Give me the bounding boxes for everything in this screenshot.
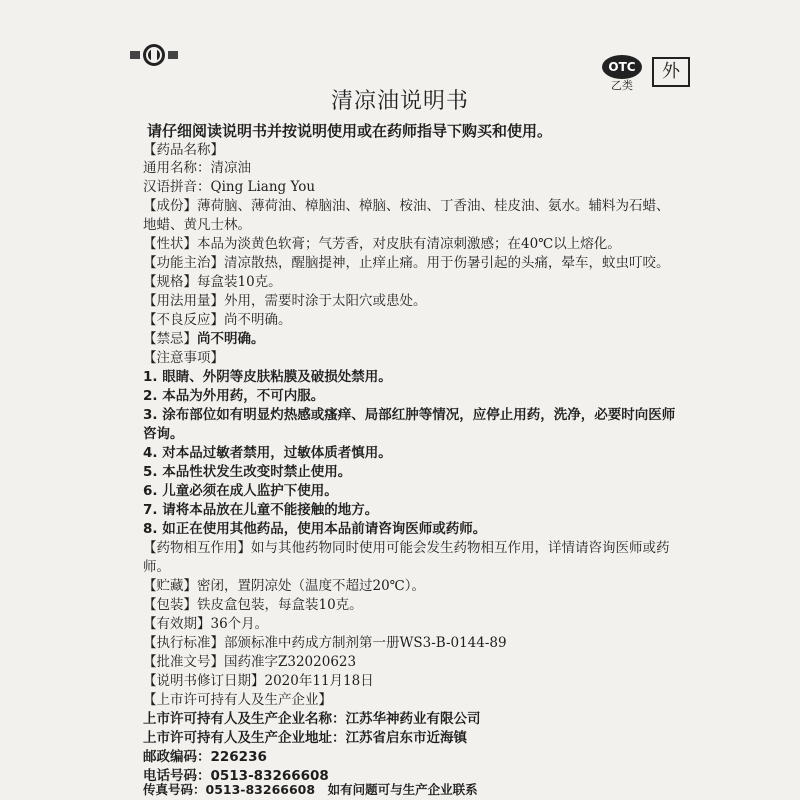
external-use-mark: 外 — [652, 57, 690, 87]
fax: 传真号码：0513-83266608 — [143, 782, 316, 797]
adverse-text: 尚不明确。 — [224, 312, 292, 328]
validity-text: 36个月。 — [210, 616, 269, 632]
precaution-item: 7. 请将本品放在儿童不能接触的地方。 — [143, 502, 379, 518]
contra-label: 【禁忌】 — [143, 331, 197, 347]
generic-name: 通用名称：清凉油 — [143, 160, 251, 176]
footer-note: 如有问题可与生产企业联系 — [327, 782, 478, 797]
ingredients-cont: 地蜡、黄凡士林。 — [143, 217, 251, 233]
package-text: 铁皮盒包装，每盒装10克。 — [197, 597, 363, 613]
precaution-item: 1. 眼睛、外阴等皮肤粘膜及破损处禁用。 — [143, 369, 392, 385]
character — [143, 235, 621, 253]
validity — [143, 615, 268, 633]
precaution-item-cont: 咨询。 — [143, 426, 184, 442]
precaution-item: 8. 如正在使用其他药品，使用本品前请咨询医师或药师。 — [143, 521, 487, 537]
precaution-item: 5. 本品性状发生改变时禁止使用。 — [143, 464, 352, 480]
ingredients-label: 【成份】 — [143, 198, 197, 214]
section-header: 【药品名称】 — [143, 142, 224, 158]
warning-text: 请仔细阅读说明书并按说明使用或在药师指导下购买和使用。 — [147, 122, 553, 140]
storage-label: 【贮藏】 — [143, 578, 197, 594]
interaction-label: 【药物相互作用】 — [143, 540, 251, 556]
holder-address: 上市许可持有人及生产企业地址：江苏省启东市近海镇 — [143, 730, 467, 746]
interaction — [143, 539, 670, 557]
adverse-label: 【不良反应】 — [143, 312, 224, 328]
page-title: 清凉油说明书 — [330, 89, 469, 114]
revision-label: 【说明书修订日期】 — [143, 673, 265, 689]
pinyin: 汉语拼音：Qing Liang You — [143, 179, 316, 195]
indications-text: 清凉散热，醒脑提神，止痒止痛。用于伤暑引起的头痛，晕车，蚊虫叮咬。 — [224, 255, 670, 271]
character-text: 本品为淡黄色软膏；气芳香，对皮肤有清凉刺激感；在40℃以上熔化。 — [197, 236, 621, 252]
package-label: 【包装】 — [143, 597, 197, 613]
spec-label: 【规格】 — [143, 274, 197, 290]
storage-text: 密闭，置阴凉处（温度不超过20℃）。 — [197, 578, 426, 594]
storage — [143, 577, 425, 595]
precaution-item: 3. 涂布部位如有明显灼热感或瘙痒、局部红肿等情况，应停止用药，洗净，必要时向医师 — [143, 407, 676, 423]
usage-text: 外用，需要时涂于太阳穴或患处。 — [224, 293, 427, 309]
indications-label: 【功能主治】 — [143, 255, 224, 271]
character-label: 【性状】 — [143, 236, 197, 252]
usage-label: 【用法用量】 — [143, 293, 224, 309]
fax-footer — [143, 783, 478, 797]
postcode: 邮政编码：226236 — [143, 749, 267, 765]
revision-text: 2020年11月18日 — [264, 673, 374, 689]
holder-name: 上市许可持有人及生产企业名称：江苏华神药业有限公司 — [143, 711, 481, 727]
revision — [143, 672, 374, 690]
adverse — [143, 311, 292, 329]
approval-text: 国药准字Z32020623 — [224, 654, 357, 670]
phone: 电话号码：0513-83266608 — [143, 768, 329, 784]
package — [143, 596, 363, 614]
interaction-cont: 师。 — [143, 559, 170, 575]
precaution-item: 6. 儿童必须在成人监护下使用。 — [143, 483, 338, 499]
contra-text: 尚不明确。 — [197, 331, 265, 347]
otc-label: OTC — [602, 55, 642, 79]
standard — [143, 634, 507, 652]
spec-text: 每盒装10克。 — [197, 274, 282, 290]
precautions-header: 【注意事项】 — [143, 350, 224, 366]
validity-label: 【有效期】 — [143, 616, 211, 632]
contra — [143, 330, 265, 348]
spec — [143, 273, 282, 291]
usage — [143, 292, 427, 310]
brand-logo — [124, 40, 184, 70]
holder-header: 【上市许可持有人及生产企业】 — [143, 692, 332, 708]
indications — [143, 254, 670, 272]
ingredients-text: 薄荷脑、薄荷油、樟脑油、樟脑、桉油、丁香油、桂皮油、氨水。辅料为石蜡、 — [197, 198, 670, 214]
approval — [143, 653, 356, 671]
ingredients — [143, 197, 670, 215]
interaction-text: 如与其他药物同时使用可能会发生药物相互作用，详情请咨询医师或药 — [251, 540, 670, 556]
approval-label: 【批准文号】 — [143, 654, 224, 670]
standard-label: 【执行标准】 — [143, 635, 224, 651]
otc-category: 乙类 — [611, 79, 633, 92]
standard-text: 部颁标准中药成方制剂第一册WS3-B-0144-89 — [224, 635, 507, 651]
precaution-item: 4. 对本品过敏者禁用，过敏体质者慎用。 — [143, 445, 392, 461]
precaution-item: 2. 本品为外用药，不可内服。 — [143, 388, 325, 404]
